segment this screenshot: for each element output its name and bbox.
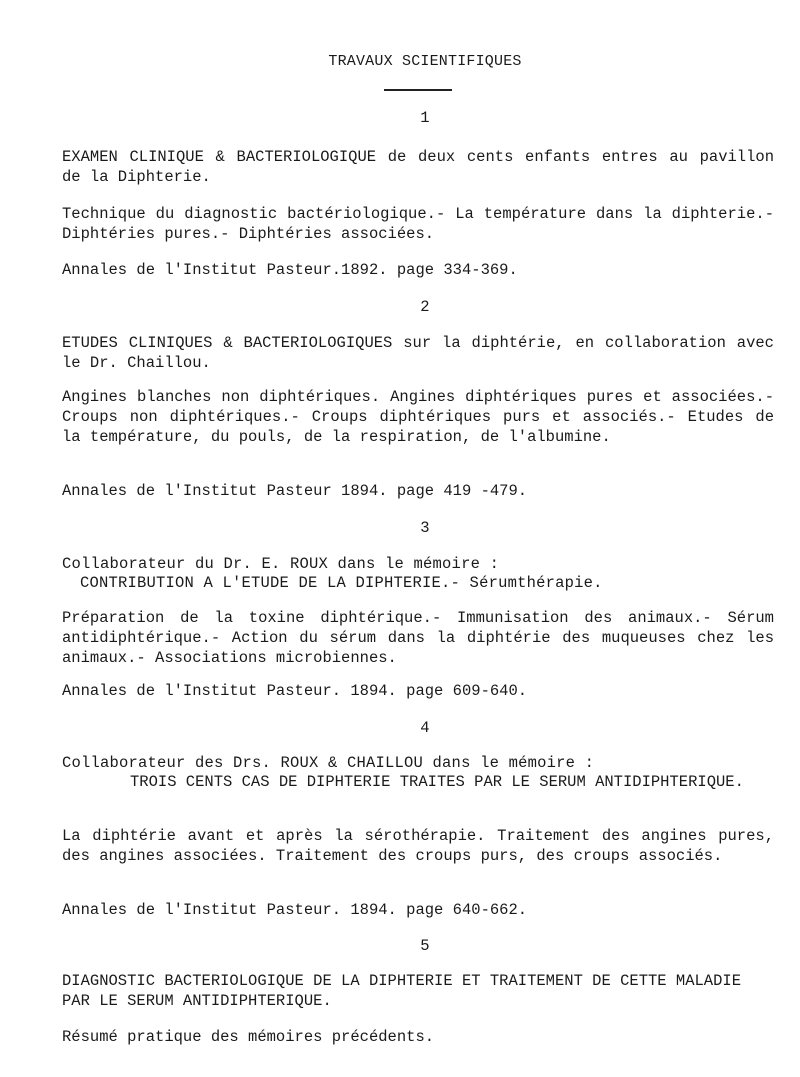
entry-heading: EXAMEN CLINIQUE & BACTERIOLOGIQUE de deux cents enfants entres au pavillon de la Diphterie. (62, 148, 774, 186)
entry-summary: Technique du diagnostic bactériologique.- La température dans la diphterie.- Diphtéries pures.- Diphtéries associées. (62, 205, 774, 243)
entry-summary: La diphtérie avant et après la sérothérapie. Traitement des angines pures, des angines associées. Traitement des croups purs, des croups associés. (62, 827, 774, 865)
entry-summary: Angines blanches non diphtériques. Angines diphtériques pures et associées.- Croups non diphtériques.- Croups diphtériques purs et associés.- Etudes de la température, du pouls, de la respiration, de l'albumine. (62, 388, 774, 446)
entry-reference: Annales de l'Institut Pasteur 1894. page 419 -479. (62, 482, 528, 500)
entry-number: 4 (420, 719, 430, 737)
entry-number: 3 (420, 519, 430, 537)
entry-reference: Annales de l'Institut Pasteur. 1894. page 609-640. (62, 682, 528, 700)
entry-summary: Résumé pratique des mémoires précédents. (62, 1028, 435, 1046)
entry-reference: Annales de l'Institut Pasteur.1892. page 334-369. (62, 261, 518, 279)
entry-summary: Préparation de la toxine diphtérique.- Immunisation des animaux.- Sérum antidiphtérique.- Action du sérum dans la diphtérie des muqueuses chez les animaux.- Associations microbiennes. (62, 609, 774, 667)
entry-intro: Collaborateur des Drs. ROUX & CHAILLOU dans le mémoire : (62, 754, 595, 772)
entry-number: 2 (420, 298, 430, 316)
title-underline (384, 89, 452, 91)
entry-heading: DIAGNOSTIC BACTERIOLOGIQUE DE LA DIPHTERIE ET TRAITEMENT DE CETTE MALADIE PAR LE SERUM ANTIDIPHTERIQUE. (62, 972, 742, 1010)
entry-heading: ETUDES CLINIQUES & BACTERIOLOGIQUES sur la diphtérie, en collaboration avec le Dr. Chaillou. (62, 334, 774, 372)
entry-heading: TROIS CENTS CAS DE DIPHTERIE TRAITES PAR LE SERUM ANTIDIPHTERIQUE. (130, 773, 744, 791)
entry-reference: Annales de l'Institut Pasteur. 1894. page 640-662. (62, 901, 528, 919)
page-title: TRAVAUX SCIENTIFIQUES (328, 53, 522, 70)
entry-intro: Collaborateur du Dr. E. ROUX dans le mémoire : (62, 555, 500, 573)
entry-heading: CONTRIBUTION A L'ETUDE DE LA DIPHTERIE.- Sérumthérapie. (80, 574, 603, 592)
entry-number: 1 (420, 109, 430, 127)
entry-number: 5 (420, 937, 430, 955)
